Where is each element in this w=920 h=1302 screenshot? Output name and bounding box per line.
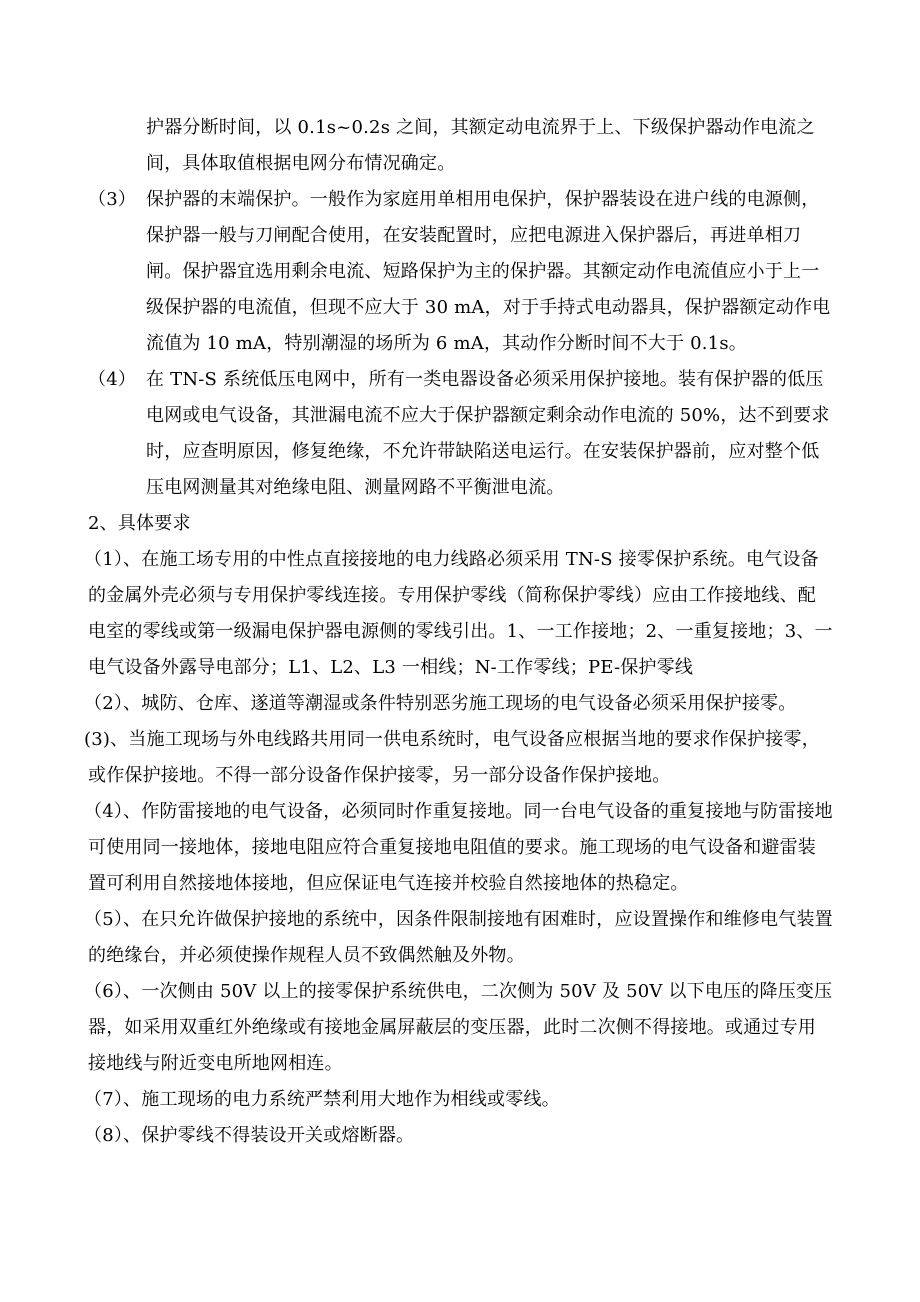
- list-item-3: [88, 182, 834, 362]
- requirement-6: （6）、一次侧由 50V 以上的接零保护系统供电，二次侧为 50V 及 50V 以下电压的降压变压器，如采用双重红外绝缘或有接地金属屏蔽层的变压器，此时二次侧不得接地。或通过专用接地线与附近变电所地网相连。: [84, 981, 833, 1074]
- list-item-number: （4）: [88, 369, 137, 390]
- list-item-text: 保护器的末端保护。一般作为家庭用单相用电保护，保护器装设在进户线的电源侧，保护器一般与刀闸配合使用，在安装配置时，应把电源进入保护器后，再进单相刀闸。保护器宜选用剩余电流、短路保护为主的保护器。其额定动作电流值应小于上一级保护器的电流值，但现不应大于 30 mA，对于手持式电动器具，保护器额定动作电流值为 10 mA，特别潮湿的场所为 6 mA，其动作分断时间不大于 0.1s。: [146, 189, 831, 354]
- requirement-8: （8）、保护零线不得装设开关或熔断器。: [84, 1125, 415, 1146]
- list-item-number: （3）: [88, 189, 137, 210]
- requirement-7: （7）、施工现场的电力系统严禁利用大地作为相线或零线。: [84, 1089, 560, 1110]
- requirement-1: （1）、在施工场专用的中性点直接接地的电力线路必须采用 TN-S 接零保护系统。电气设备的金属外壳必须与专用保护零线连接。专用保护零线（简称保护零线）应由工作接地线、配电室的零线或第一级漏电保护器电源侧的零线引出。1、一工作接地；2、一重复接地；3、一电气设备外露导电部分；L1、L2、L3 一相线；N-工作零线；PE-保护零线: [84, 549, 833, 678]
- continuation-paragraph: 护器分断时间，以 0.1s~0.2s 之间，其额定动电流界于上、下级保护器动作电流之间，具体取值根据电网分布情况确定。: [146, 117, 815, 174]
- requirement-4: （4）、作防雷接地的电气设备，必须同时作重复接地。同一台电气设备的重复接地与防雷接地可使用同一接地体，接地电阻应符合重复接地电阻值的要求。施工现场的电气设备和避雷装置可利用自然接地体接地，但应保证电气连接并校验自然接地体的热稳定。: [84, 801, 833, 894]
- section-heading: 2、具体要求: [88, 513, 191, 534]
- requirement-2: （2）、城防、仓库、遂道等潮湿或条件特别恶劣施工现场的电气设备必须采用保护接零。: [84, 693, 797, 714]
- list-item-text: 在 TN-S 系统低压电网中，所有一类电器设备必须采用保护接地。装有保护器的低压电网或电气设备，其泄漏电流不应大于保护器额定剩余动作电流的 50%，达不到要求时，应查明原因，修复绝缘，不允许带缺陷送电运行。在安装保护器前，应对整个低压电网测量其对绝缘电阻、测量网路不平衡泄电流。: [146, 369, 830, 498]
- requirement-3: (3)、当施工现场与外电线路共用同一供电系统时，电气设备应根据当地的要求作保护接零，或作保护接地。不得一部分设备作保护接零，另一部分设备作保护接地。: [84, 729, 820, 786]
- requirement-5: （5）、在只允许做保护接地的系统中，因条件限制接地有困难时，应设置操作和维修电气装置的绝缘台，并必须使操作规程人员不致偶然触及外物。: [84, 909, 833, 966]
- list-item-4: [88, 362, 834, 506]
